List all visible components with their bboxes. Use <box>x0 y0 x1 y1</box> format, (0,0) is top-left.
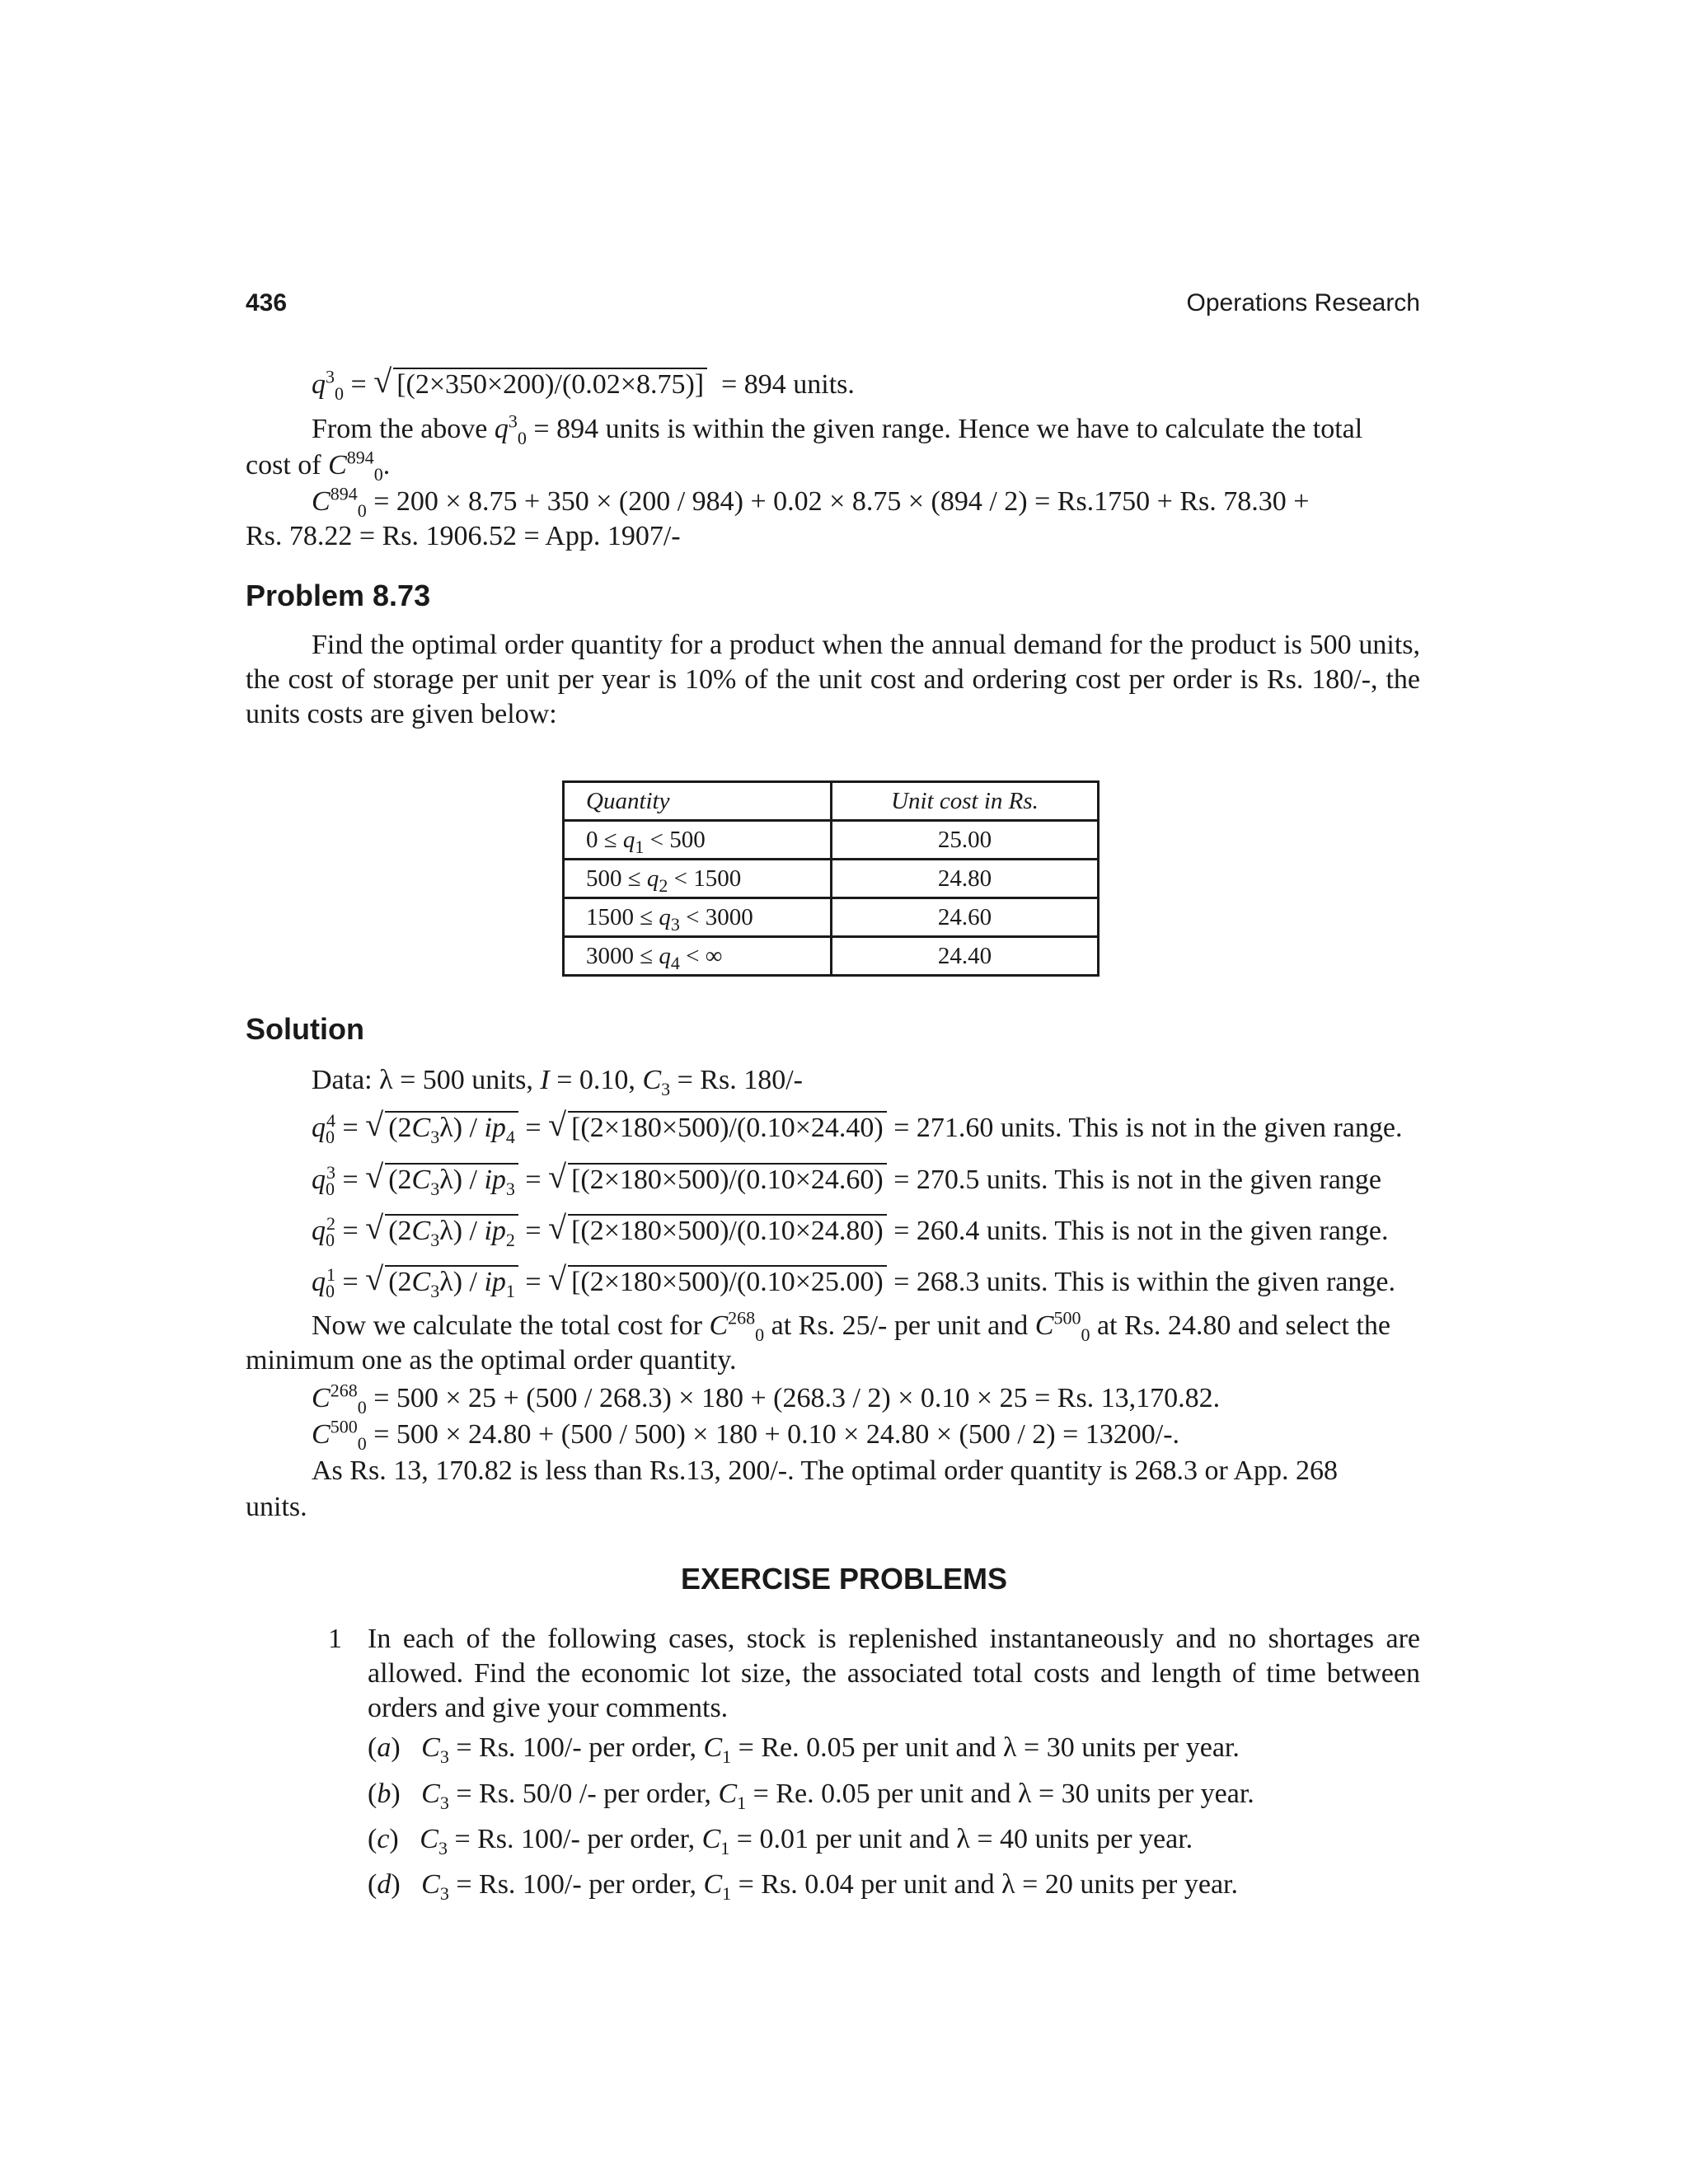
table-header-row <box>564 782 1099 821</box>
exercise-item: (b) $C_3 = Rs$. 50/0 /- per order, $C_1 = Re$. 0.05 per unit and λ = 30 units per year. <box>368 1779 1254 1813</box>
eq-q30: $q^3_0$ = √ [(2×350×200)/(0.02×8.75)] = 894 units. <box>312 368 855 402</box>
quantity-range: $0 \le q_1 < 500$ <box>564 821 832 860</box>
conclusion-cont: units. <box>246 1492 307 1522</box>
quantity-range: $3000 \le q_4$ < ∞ <box>564 937 832 976</box>
problem-text: Find the optimal order quantity for a product when the annual demand for the product is 500 units, the cost of storage per unit per year is 10% of the unit cost and ordering cost per order is Rs. 180/-, the units costs are given below: <box>246 630 1420 729</box>
table-row <box>564 898 1099 937</box>
eq-q02: $q_0^2$ = √ $(2C_3\lambda) / ip_2$ = √ [(2×180×500)/(0.10×24.80) = 260.4 units. This is not in the given range. <box>312 1214 1388 1249</box>
table-row <box>564 937 1099 976</box>
eq-c894-cont: Rs. 78.22 = Rs. 1906.52 = App. 1907/- <box>246 521 681 551</box>
text-line: cost of $C^{894}_0$. <box>246 447 391 485</box>
table-header: Unit cost in Rs. <box>832 782 1099 821</box>
exercise-number: 1 <box>328 1624 342 1654</box>
solution-title: Solution <box>246 1012 364 1046</box>
quantity-range: $500 \le q_2 < 1500$ <box>564 860 832 898</box>
quantity-range: $1500 \le q_3 < 3000$ <box>564 898 832 937</box>
text-line: From the above $q^3_0 = 894$ units is within the given range. Hence we have to calculate the total <box>312 410 1363 448</box>
unit-cost: 24.60 <box>832 898 1099 937</box>
eq-q01: $q_0^1$ = √ $(2C_3\lambda) / ip_1$ = √ [(2×180×500)/(0.10×25.00) = 268.3 units. This is within the given range. <box>312 1265 1395 1300</box>
page-number: 436 <box>246 289 288 316</box>
text-line: minimum one as the optimal order quantity. <box>246 1345 737 1376</box>
eq-c268: $C^{268}_0 = 500 \times 25 + (500 / 268.3) \times 180 + (268.3 / 2) \times 0.10 \times 25 = Rs$. 13,170.82. <box>312 1380 1221 1418</box>
exercise-item: (d) $C_3 = Rs$. 100/- per order, $C_1 = Rs$. 0.04 per unit and λ = 20 units per year. <box>368 1869 1238 1904</box>
table-header: Quantity <box>564 782 832 821</box>
table-row <box>564 821 1099 860</box>
table-row <box>564 860 1099 898</box>
eq-q03: $q_0^3$ = √ $(2C_3\lambda) / ip_3$ = √ [(2×180×500)/(0.10×24.60) = 270.5 units. This is not in the given range <box>312 1163 1381 1197</box>
data-line: Data: λ = 500 units, I = 0.10, $C_3 = Rs$. 180/- <box>312 1065 803 1099</box>
exercise-title: EXERCISE PROBLEMS <box>680 1562 1008 1596</box>
exercise-item: (c) $C_3 = Rs$. 100/- per order, $C_1 = 0.01$ per unit and λ = 40 units per year. <box>368 1824 1193 1858</box>
eq-c500: $C^{500}_0 = 500 \times 24.80 + (500 / 500) \times 180 + 0.10 \times 24.80 \times (500 / 2) = 13200/-$. <box>312 1416 1180 1454</box>
text-line: Now we calculate the total cost for $C^{268}_0$ at Rs. 25/- per unit and $C^{500}_0$ at Rs. 24.80 and select the <box>312 1307 1390 1345</box>
eq-c894: $C^{894}_0 = 200 \times 8.75 + 350 \times (200 / 984) + 0.02 \times 8.75 \times (894 / 2) = Rs.1750 + Rs$. 78.30 + <box>312 483 1310 521</box>
unit-cost: 24.40 <box>832 937 1099 976</box>
unit-cost: 24.80 <box>832 860 1099 898</box>
exercise-item: (a) $C_3 = Rs$. 100/- per order, $C_1 = Re$. 0.05 per unit and λ = 30 units per year. <box>368 1732 1240 1767</box>
problem-title: Problem 8.73 <box>246 579 431 612</box>
unit-cost: 25.00 <box>832 821 1099 860</box>
eq-q04: $q_0^4$ = √ $(2C_3\lambda) / ip_4$ = √ [(2×180×500)/(0.10×24.40) = 271.60 units. This is not in the given range. <box>312 1111 1402 1146</box>
exercise-text: In each of the following cases, stock is replenished instantaneously and no shortages are allowed. Find the economic lot size, the associated total costs and length of time between orders and give your comments. <box>368 1624 1420 1723</box>
running-title: Operations Research <box>1186 289 1420 316</box>
conclusion: As Rs. 13, 170.82 is less than Rs.13, 200/-. The optimal order quantity is 268.3 or App. 268 <box>312 1455 1339 1486</box>
unit-cost-table <box>562 780 1100 977</box>
